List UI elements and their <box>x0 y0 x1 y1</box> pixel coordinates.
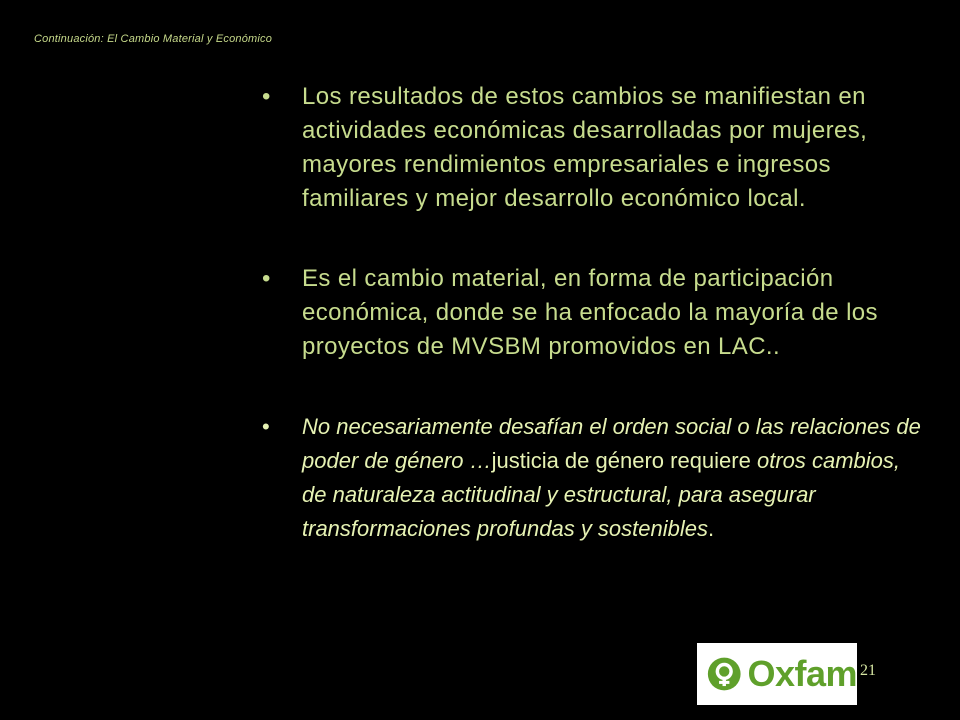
bullet-item <box>262 262 922 364</box>
bullet-marker: • <box>262 414 270 439</box>
bullet-text <box>302 414 921 541</box>
bullet-item <box>262 410 922 546</box>
bullet-text-regular: justicia de género requiere <box>491 448 757 473</box>
oxfam-logo-text: Oxfam <box>747 653 857 694</box>
bullet-marker: • <box>262 83 271 110</box>
bullet-marker: • <box>262 265 271 292</box>
bullet-list <box>262 80 922 546</box>
page-number: 21 <box>860 662 876 679</box>
oxfam-logo <box>697 643 857 705</box>
slide-header: Continuación: El Cambio Material y Económico <box>34 33 273 45</box>
bullet-text-italic: No necesariamente desafían el orden social o las relaciones de poder de género … <box>302 414 921 473</box>
oxfam-logo-icon <box>707 654 741 694</box>
bullet-text: Es el cambio material, en forma de participación económica, donde se ha enfocado la mayoría de los proyectos de MVSBM promovidos en LAC.. <box>302 265 878 360</box>
bullet-text-italic: otros cambios, de naturaleza actitudinal y estructural, para asegurar transformaciones profundas y sostenibles <box>302 448 901 541</box>
bullet-text: Los resultados de estos cambios se manifiestan en actividades económicas desarrolladas por mujeres, mayores rendimientos empresariales e ingresos familiares y mejor desarrollo económico local. <box>302 83 868 212</box>
bullet-text-regular: . <box>708 516 715 541</box>
bullet-item <box>262 80 922 216</box>
